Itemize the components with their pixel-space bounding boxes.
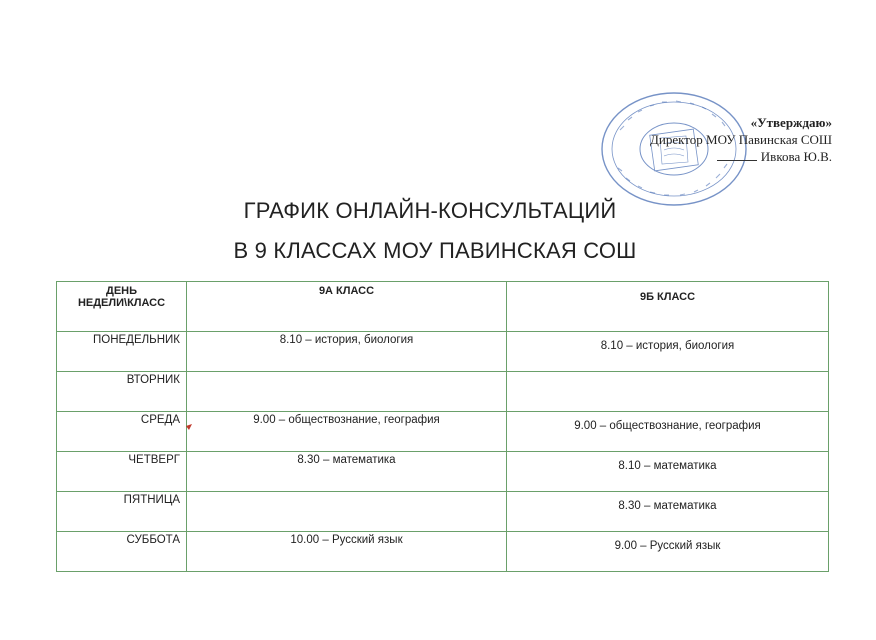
table-row [57,412,829,452]
page-title-line-2: В 9 КЛАССАХ МОУ ПАВИНСКАЯ СОШ [233,238,637,263]
day-cell: ПОНЕДЕЛЬНИК [57,332,187,372]
class-9a-cell: 8.30 – математика [187,452,507,492]
day-cell: СУББОТА [57,532,187,572]
approval-name: Ивкова Ю.В. [760,149,832,164]
class-9b-cell [507,372,829,412]
header-day-class: ДЕНЬ НЕДЕЛИ\КЛАСС [57,282,187,332]
class-9a-cell: 8.10 – история, биология [187,332,507,372]
class-9b-cell: 8.10 – история, биология [507,332,829,372]
table-row [57,372,829,412]
class-9b-cell: 8.10 – математика [507,452,829,492]
class-9a-cell: 9.00 – обществознание, география [187,412,507,452]
table-header-row [57,282,829,332]
class-9a-cell [187,492,507,532]
day-cell: ВТОРНИК [57,372,187,412]
class-9a-cell: 10.00 – Русский язык [187,532,507,572]
table-row [57,492,829,532]
table-row [57,452,829,492]
class-9b-cell: 8.30 – математика [507,492,829,532]
header-9a: 9А КЛАСС [187,282,507,332]
class-9a-cell [187,372,507,412]
page-title-line-1: ГРАФИК ОНЛАЙН-КОНСУЛЬТАЦИЙ [243,198,617,223]
schedule-table [56,281,829,572]
approval-block [650,114,832,165]
red-mark-decoration [186,424,192,430]
day-cell: ПЯТНИЦА [57,492,187,532]
day-cell: ЧЕТВЕРГ [57,452,187,492]
header-9b: 9Б КЛАСС [507,282,829,332]
approval-position: Директор МОУ Павинская СОШ [650,132,832,147]
class-9b-cell: 9.00 – Русский язык [507,532,829,572]
signature-line [717,150,757,161]
class-9b-cell: 9.00 – обществознание, география [507,412,829,452]
table-row [57,332,829,372]
approval-heading: «Утверждаю» [750,115,832,130]
day-cell: СРЕДА [57,412,187,452]
table-row [57,532,829,572]
